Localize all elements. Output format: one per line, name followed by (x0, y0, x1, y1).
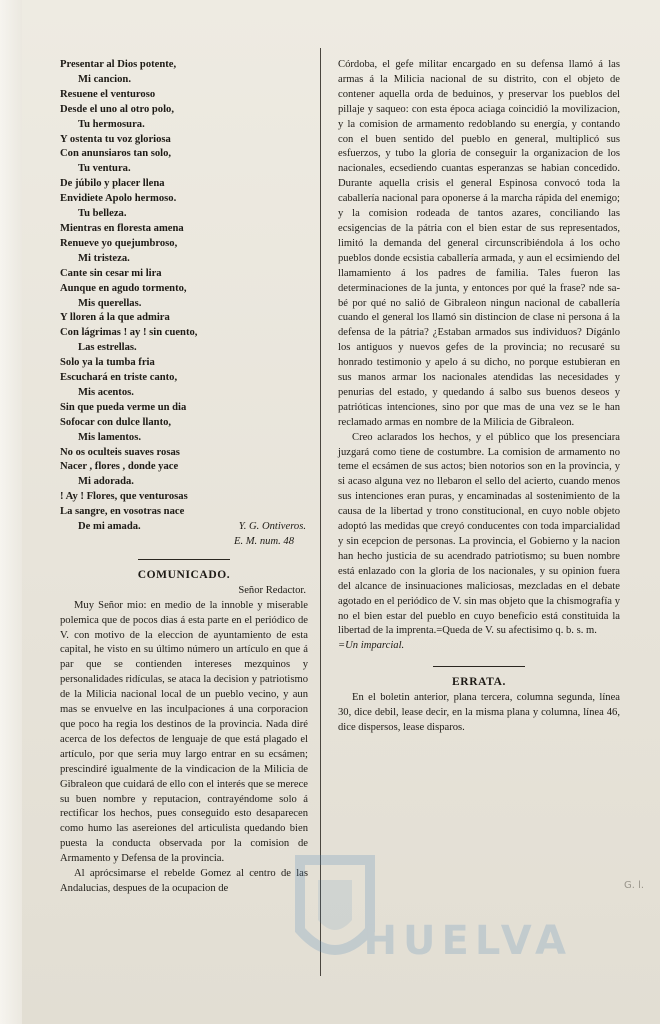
archive-watermark (280, 840, 610, 990)
poem-line: Y ostenta tu voz gloriosa (60, 133, 171, 145)
closing-signature-row (338, 639, 620, 654)
poem-line: Solo ya la tumba fria (60, 357, 155, 369)
poem-line: Aunque en agudo tormento, (60, 282, 187, 294)
section-divider (138, 559, 230, 560)
poem-line: Las estrellas. (78, 342, 137, 354)
poem-line: La sangre, en vosotras nace (60, 506, 185, 518)
poem-line: Tu ventura. (78, 163, 131, 175)
poem-line: Cante sin cesar mi lira (60, 267, 162, 279)
poem-line: Mis lamentos. (78, 431, 141, 443)
poem-line: Mi adorada. (78, 476, 134, 488)
poem-line: Escuchará en triste canto, (60, 372, 178, 384)
poem-last-line: De mi amada. (78, 521, 141, 533)
poem-line: Mis acentos. (78, 386, 134, 398)
page-margin (0, 0, 22, 1024)
salutation: Señor Redactor. (238, 584, 306, 596)
poem-line: Sin que pueda verme un dia (60, 401, 187, 413)
errata-title: ERRATA. (452, 676, 506, 689)
left-column (60, 58, 308, 897)
poem-line: Nacer , flores , donde yace (60, 461, 179, 473)
poem-line: Mientras en floresta amena (60, 222, 184, 234)
poem-line: Mi tristeza. (78, 252, 130, 264)
poem-line: No os oculteis suaves rosas (60, 446, 180, 458)
poem-line: Y lloren á la que admira (60, 312, 170, 324)
poem-line: Tu hermosura. (78, 118, 145, 130)
comunicado-paragraph-2-cont: Córdoba, el gefe militar encargado en su defensa llamó á las armas á la Milicia nacional de su distrito, con el objeto de contener aquella orda de beduinos, y preservar los pueblos del pillaje y saqueo: con esta época aciaga coincidió la movilizacion, y la comision de armamento redoblando su energía, y contando con el buen sentido del pueblo en general, multiplicó sus esfuerzos, y tubo la gloria de conseguir la organizacion de los nacionales, ecsediendo cuantas esperanzas se habian concedido. Durante aquella crisis el general Espinosa convocó toda la caballería nacional para oponerse á la marcha rápida del enemigo; y la comision rodeada de tantos azares, conciliando las ecsigencias de la pátria con el bien estar de sus representados, limitó la demanda del general circunscribiéndola á los ocho pueblos donde ecsistia caballería armada, y aun el ecsimiendo del llamamiento á los padres de familia. Tales fueron las determinaciones de la junta, y entonces por qué la frase? nde sa-bé por qué no salió de Gibraleon ningun nacional de caballería cuando el general los llamó sin distincion de clase ni persona á la defensa de la pátria? ¿Estaban armados sus individuos? Dígánlo los antiguos y nuevos gefes de la provincia; no recusaré su honrado testimonio y apelo á su dicho, no porque estubieran en sus manos armar los nacionales atendidas las necesidades y penurias del estado, y quedando á salbo sus buenos deseos y patrióticas intenciones, sino por que mas de una vez se le han reclamado armas en nombre de la Milicia de Gibraleon. (338, 59, 620, 428)
poem-line: ! Ay ! Flores, que venturosas (60, 491, 188, 503)
poem-reference: E. M. num. 48 (233, 536, 294, 547)
poem-line: Tu belleza. (78, 208, 127, 220)
poem-line: Sofocar con dulce llanto, (60, 416, 172, 428)
paragraph-3-text: Creo aclarados los hechos, y el público que los presenciara juzgará como tiene de costumbre. La comision de armamento no teme el ecsámen de sus actos; bien notorios son en la provincia, y si acaso alguna vez no llebaron el sello del acierto, cuando menos sus intenciones eran puras, y encaminadas al sostenimiento de la causa de la libertad y trono constitucional, en cuyo noble objeto adoptó las medidas que creyó conducentes con toda imparcialidad y sin ecepcion de personas. La provincia, el Gobierno y la nacion han hecho justicia de su acendrado patriotismo; su buen nombre está enlazado con la gloria de los nacionales, y su opinion fuera del alcance de insinuaciones maliciosas, mezcladas en el debate agotado en el periódico de V. sin mas objeto que la chismografía y no el bien estar del pueblo en cuyo beneficio está constituida la libertad de la imprenta. (338, 431, 620, 637)
watermark-shield-icon (280, 840, 610, 990)
comunicado-title: COMUNICADO. (137, 568, 231, 581)
comunicado-paragraph-1: Muy Señor mio: en medio de la innoble y miserable polemica que de pocos dias á esta parte en el periódico de V. con motivo de la eleccion de ayuntamiento de esta capital, he visto en su último número un artículo en que á par que se contienden intereses mezquinos y personalidades ridículas, se ataca la decision y patriotismo de la Milicia nacional local de un pueblo vecino, y aun mas se envuelve en las inculpaciones á una corporacion que poco ha regia los destinos de la provincia. Nada diré acerca de los defectos de lenguaje de que está plagado el artículo, por que seria muy largo entrar en su ecsámen; prescindiré igualmente de la vindicacion de la Milicia de Gibraleon que cuidará de ello con el interés que se merece su buen nombre y reputacion, contrayéndome solo á rectificar los hechos, pues conseguido esto desaparecen como humo las asereiones del articulista quedando bien puesta la conducta observada por la comision de Armamento y Defensa de la provincia. (60, 599, 308, 865)
poem-line: Con anunsiaros tan solo, (60, 148, 172, 160)
errata-text: En el boletin anterior, plana tercera, columna segunda, línea 30, dice debil, lease decir, en la misma plana y columna, línea 46, dice dispersos, lease disparos. (338, 692, 620, 733)
watermark-text: HUELVA (363, 918, 572, 964)
poem-line: De júbilo y placer llena (60, 178, 165, 190)
errata-divider (433, 666, 525, 667)
poem-line: Renueve yo quejumbroso, (60, 237, 178, 249)
poem-line: Desde el uno al otro polo, (60, 103, 174, 115)
poem-line: Presentar al Dios potente, (60, 59, 177, 70)
poem-line: Mi cancion. (78, 73, 131, 85)
column-divider (320, 48, 321, 976)
comunicado-paragraph-3 (338, 431, 620, 640)
closing-signature: =Un imparcial. (338, 640, 405, 652)
poem-line: Resuene el venturoso (60, 88, 156, 100)
poem-line: Mis querellas. (78, 297, 142, 309)
right-column (338, 58, 620, 736)
poem-line: Con lágrimas ! ay ! sin cuento, (60, 327, 198, 339)
comunicado-paragraph-2-start: Al aprócsimarse el rebelde Gomez al centro de las Andalucias, despues de la ocupacion de (60, 868, 308, 894)
poem (60, 58, 308, 520)
margin-mark: G. l. (624, 880, 645, 891)
poem-line: Envidiete Apolo hermoso. (60, 193, 177, 205)
poem-signature: Y. G. Ontiveros. (238, 521, 306, 533)
poem-last-line-row (60, 520, 308, 535)
closing-formula: =Queda de V. su afectisimo q. b. s. m. (436, 625, 597, 637)
